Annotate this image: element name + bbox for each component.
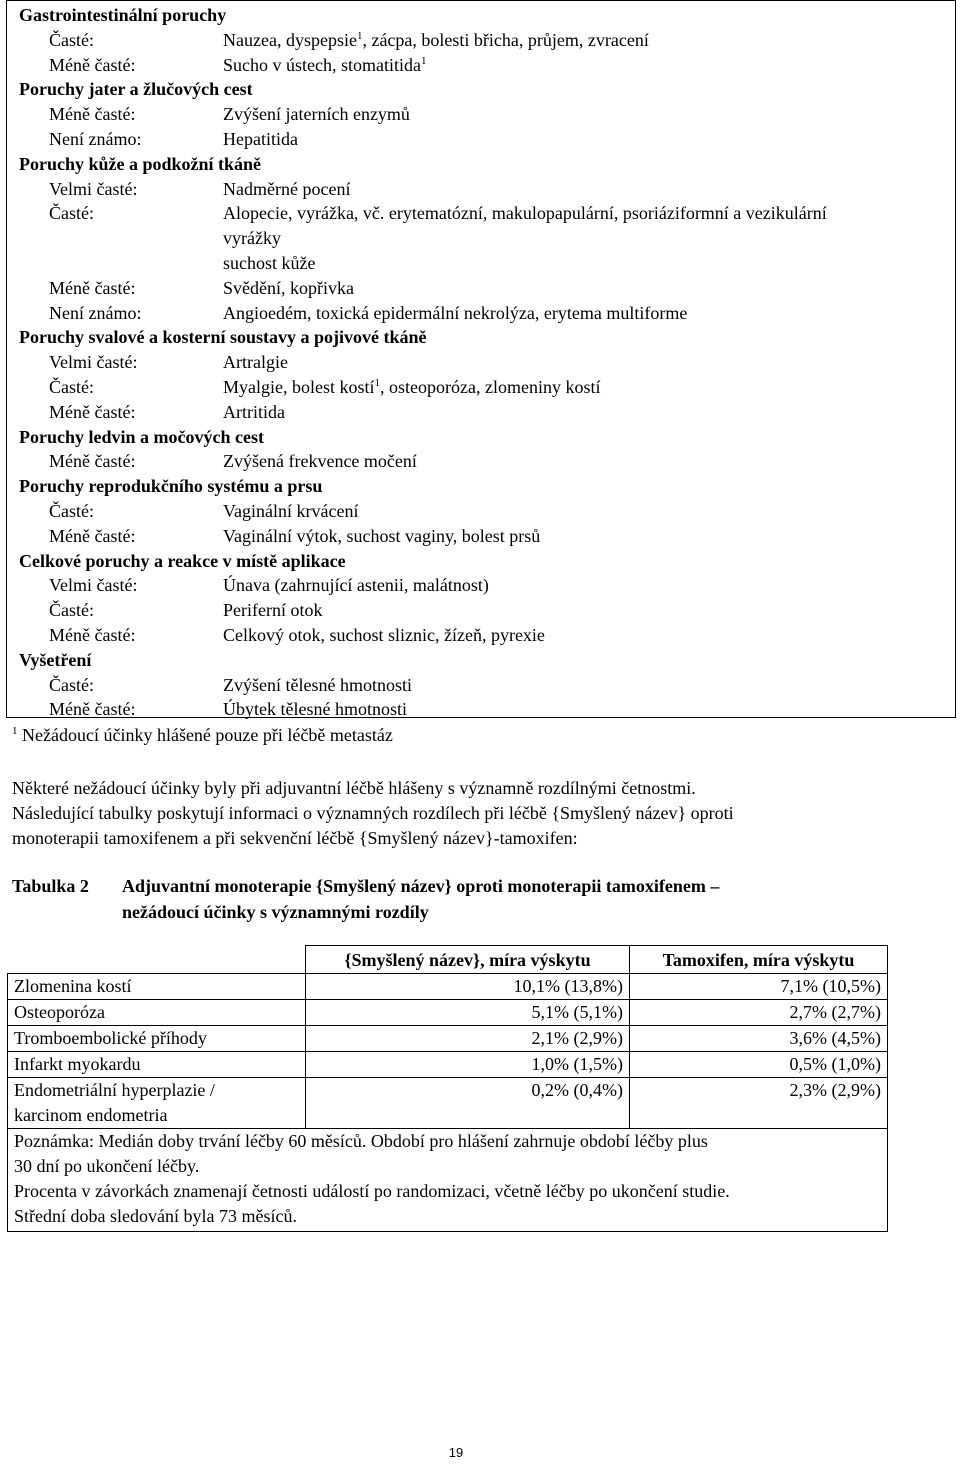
effect-text [223, 375, 600, 399]
frequency-label: Časté: [49, 203, 94, 224]
row-label: Zlomenina kostí [8, 974, 306, 1000]
effect-main: Periferní otok [223, 600, 323, 621]
effect-main: Zvýšená frekvence močení [223, 451, 417, 472]
frequency-label: Méně časté: [49, 54, 136, 75]
effect-text [223, 623, 545, 647]
header-cell-tamoxifen: Tamoxifen, míra výskytu [630, 946, 888, 974]
frequency-label: Méně časté: [49, 525, 136, 546]
paragraph-line: Následující tabulky poskytují informaci o významných rozdílech při léčbě {Smyšlený název} oproti [12, 803, 734, 823]
paragraph-line: monoterapii tamoxifenem a při sekvenční léčbě {Smyšlený název}-tamoxifen: [12, 828, 578, 848]
effect-main: Alopecie, vyrážka, vč. erytematózní, makulopapulární, psoriáziformní a vezikulární [223, 203, 827, 224]
footnote-ref: 1 [356, 29, 363, 42]
footnote-ref: 1 [420, 54, 427, 67]
frequency-label: Velmi časté: [49, 178, 138, 199]
cell-line: Endometriální hyperplazie / [14, 1080, 215, 1100]
table-row [8, 1000, 888, 1026]
effect-text [223, 301, 687, 325]
effect-text [223, 350, 288, 374]
effect-main: Zvýšení tělesné hmotnosti [223, 674, 412, 695]
value-tamoxifen: 0,5% (1,0%) [630, 1052, 888, 1078]
table-notes [8, 1129, 888, 1232]
value-drug: 1,0% (1,5%) [306, 1052, 630, 1078]
effect-main: Sucho v ústech, stomatitida [223, 54, 421, 75]
effect-text [223, 449, 417, 473]
frequency-label: Časté: [49, 377, 94, 397]
paragraph-line: Některé nežádoucí účinky byly při adjuvantní léčbě hlášeny s významně rozdílnými četnostmi. [12, 778, 696, 798]
row-label: Tromboembolické příhody [8, 1026, 306, 1052]
effect-text [223, 673, 412, 697]
table-row [8, 1026, 888, 1052]
header-cell-empty [8, 946, 306, 974]
footnote-mark: 1 [12, 725, 18, 737]
frequency-label: Časté: [49, 600, 94, 621]
table-caption-line: nežádoucí účinky s významnými rozdíly [122, 902, 429, 922]
effect-main: Svědění, kopřivka [223, 277, 354, 298]
frequency-label: Časté: [49, 501, 94, 521]
effect-main: Celkový otok, suchost sliznic, žízeň, pyrexie [223, 625, 545, 645]
section-heading: Vyšetření [19, 649, 92, 670]
value-drug: 0,2% (0,4%) [306, 1078, 630, 1129]
effect-main: Vaginální krvácení [223, 501, 359, 521]
frequency-label: Není známo: [49, 129, 142, 149]
effect-main: Nauzea, dyspepsie [223, 29, 357, 50]
effect-text [223, 573, 489, 597]
section-heading: Poruchy kůže a podkožní tkáně [19, 153, 262, 174]
comparison-table [7, 945, 888, 1232]
note-line: 30 dní po ukončení léčby. [14, 1156, 200, 1176]
frequency-label: Méně časté: [49, 277, 136, 298]
table-notes-row [8, 1129, 888, 1232]
frequency-label: Méně časté: [49, 451, 136, 472]
effect-text [223, 102, 410, 126]
table-label: Tabulka 2 [12, 876, 89, 896]
effect-main: Angioedém, toxická epidermální nekrolýza, erytema multiforme [223, 302, 688, 323]
effect-main: Nadměrné pocení [223, 178, 351, 199]
value-drug: 10,1% (13,8%) [306, 974, 630, 1000]
effect-text [223, 201, 827, 225]
effect-main: Úbytek tělesné hmotnosti [223, 699, 407, 720]
effect-rest: , zácpa, bolesti břicha, průjem, zvracení [362, 29, 649, 50]
table-row [8, 974, 888, 1000]
effect-text [223, 276, 354, 300]
frequency-label: Velmi časté: [49, 575, 138, 596]
adverse-effects-box [6, 0, 956, 718]
value-tamoxifen: 2,3% (2,9%) [630, 1078, 888, 1129]
row-label: Infarkt myokardu [8, 1052, 306, 1078]
value-drug: 2,1% (2,9%) [306, 1026, 630, 1052]
frequency-label: Časté: [49, 29, 94, 50]
page-number: 19 [448, 1445, 464, 1460]
effect-main: Hepatitida [223, 129, 298, 149]
section-heading: Poruchy jater a žlučových cest [19, 79, 253, 100]
effect-continuation: vyrážky [223, 228, 281, 249]
footnote-ref: 1 [374, 377, 380, 389]
footnote [12, 723, 393, 747]
effect-text [223, 524, 540, 548]
footnote-text: Nežádoucí účinky hlášené pouze při léčbě metastáz [17, 725, 393, 745]
effect-text [223, 598, 322, 622]
section-heading: Poruchy ledvin a močových cest [19, 426, 264, 447]
effect-main: Artritida [223, 401, 285, 422]
table-row [8, 1052, 888, 1078]
effect-main: Zvýšení jaterních enzymů [223, 104, 410, 125]
frequency-label: Méně časté: [49, 104, 136, 125]
section-heading: Poruchy svalové a kosterní soustavy a pojivové tkáně [19, 327, 427, 348]
value-drug: 5,1% (5,1%) [306, 1000, 630, 1026]
effect-text [223, 177, 350, 201]
row-label [8, 1078, 306, 1129]
effect-continuation: suchost kůže [223, 253, 316, 273]
frequency-label: Není známo: [49, 302, 142, 323]
value-tamoxifen: 3,6% (4,5%) [630, 1026, 888, 1052]
row-label: Osteoporóza [8, 1000, 306, 1026]
note-line: Procenta v závorkách znamenají četnosti událostí po randomizaci, včetně léčby po ukončení studie. [14, 1181, 730, 1201]
effect-text [223, 499, 358, 523]
table-caption [122, 873, 719, 925]
effect-text [223, 697, 407, 721]
frequency-label: Méně časté: [49, 401, 136, 422]
effect-main: Únava (zahrnující astenii, malátnost) [223, 575, 489, 596]
frequency-label: Velmi časté: [49, 352, 138, 373]
effect-text [223, 400, 285, 424]
effect-main: Vaginální výtok, suchost vaginy, bolest prsů [223, 525, 541, 546]
frequency-label: Časté: [49, 674, 94, 695]
note-line: Poznámka: Medián doby trvání léčby 60 měsíců. Období pro hlášení zahrnuje období léčby plus [14, 1131, 708, 1151]
section-heading: Celkové poruchy a reakce v místě aplikace [19, 550, 346, 571]
effect-text [223, 28, 649, 52]
effect-text [223, 127, 298, 151]
value-tamoxifen: 2,7% (2,7%) [630, 1000, 888, 1026]
note-line: Střední doba sledování byla 73 měsíců. [14, 1206, 297, 1226]
effect-rest: , osteoporóza, zlomeniny kostí [380, 377, 601, 397]
section-heading: Gastrointestinální poruchy [19, 5, 227, 25]
frequency-label: Méně časté: [49, 625, 136, 645]
effect-text [223, 53, 426, 77]
frequency-label: Méně časté: [49, 699, 136, 720]
table-row [8, 1078, 888, 1129]
cell-line: karcinom endometria [14, 1105, 168, 1125]
header-cell-drug: {Smyšlený název}, míra výskytu [306, 946, 630, 974]
section-heading: Poruchy reprodukčního systému a prsu [19, 476, 323, 497]
table-caption-line: Adjuvantní monoterapie {Smyšlený název} oproti monoterapii tamoxifenem – [122, 876, 720, 896]
value-tamoxifen: 7,1% (10,5%) [630, 974, 888, 1000]
effect-main: Artralgie [223, 352, 288, 373]
effect-main: Myalgie, bolest kostí [223, 377, 375, 397]
table-header-row [8, 946, 888, 974]
